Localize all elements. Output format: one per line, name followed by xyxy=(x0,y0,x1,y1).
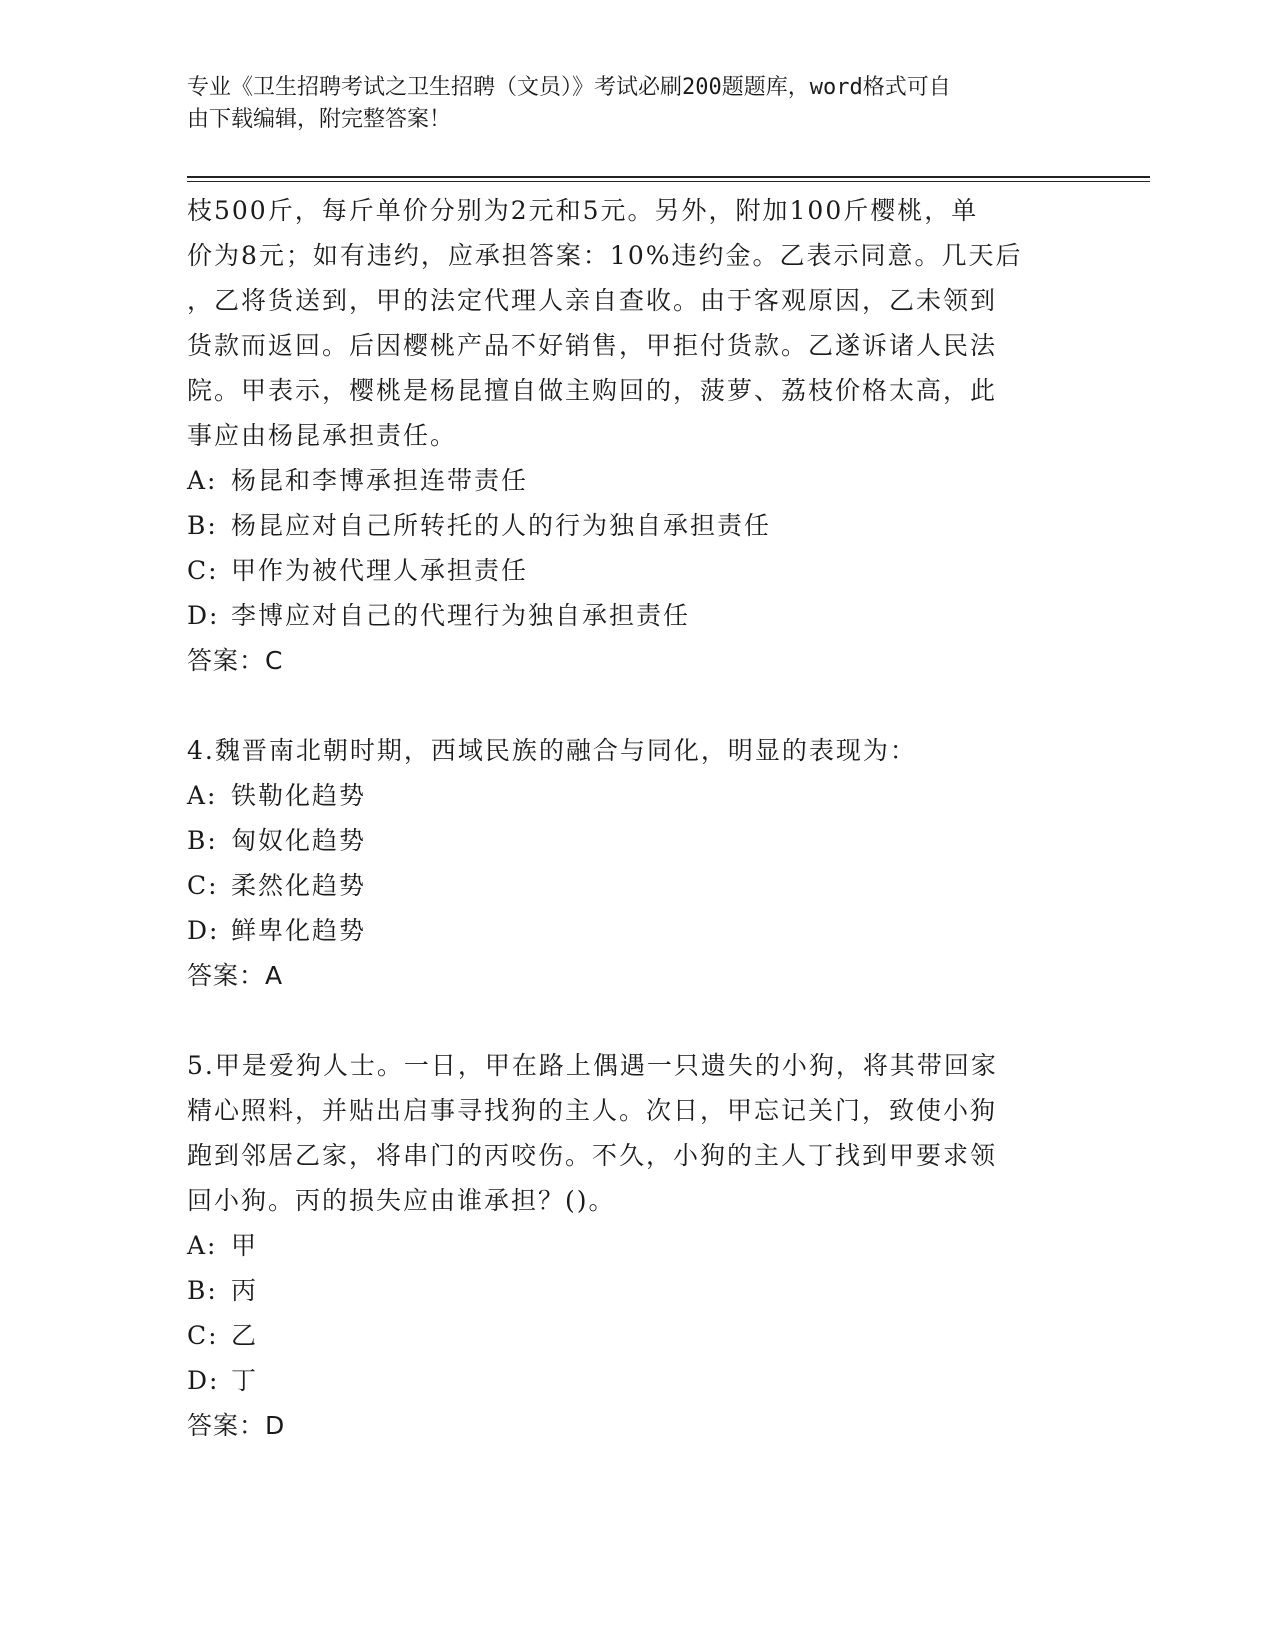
option-text: 甲作为被代理人承担责任 xyxy=(231,556,529,585)
option-c xyxy=(187,1313,1067,1358)
option-label: B: xyxy=(187,511,218,540)
option-text: 甲 xyxy=(231,1231,259,1260)
question-3-line: 价为8元；如有违约，应承担答案：10%违约金。乙表示同意。几天后 xyxy=(187,241,1023,270)
question-3-line: 枝500斤，每斤单价分别为2元和5元。另外，附加100斤樱桃，单 xyxy=(187,196,979,225)
option-a xyxy=(187,1223,1067,1268)
option-label: C: xyxy=(187,556,219,585)
option-text: 铁勒化趋势 xyxy=(231,781,367,810)
header-rule-thick xyxy=(187,176,1150,178)
answer-line: 答案：C xyxy=(187,646,284,675)
option-label: D: xyxy=(187,916,220,945)
question-5-line: 精心照料，并贴出启事寻找狗的主人。次日，甲忘记关门，致使小狗 xyxy=(187,1096,998,1125)
option-text: 杨昆应对自己所转托的人的行为独自承担责任 xyxy=(231,511,772,540)
document-body xyxy=(187,188,1067,1448)
spacer xyxy=(187,998,1067,1043)
option-c xyxy=(187,548,1067,593)
option-c xyxy=(187,863,1067,908)
option-text: 柔然化趋势 xyxy=(231,871,367,900)
question-3-line: 货款而返回。后因樱桃产品不好销售，甲拒付货款。乙遂诉诸人民法 xyxy=(187,331,998,360)
option-label: B: xyxy=(187,1276,218,1305)
option-label: A: xyxy=(187,781,218,810)
question-5-line: 跑到邻居乙家，将串门的丙咬伤。不久，小狗的主人丁找到甲要求领 xyxy=(187,1141,998,1170)
option-text: 李博应对自己的代理行为独自承担责任 xyxy=(231,601,691,630)
option-text: 匈奴化趋势 xyxy=(231,826,367,855)
question-3 xyxy=(187,188,1067,683)
option-label: D: xyxy=(187,1366,220,1395)
option-b xyxy=(187,818,1067,863)
option-b xyxy=(187,503,1067,548)
option-text: 鲜卑化趋势 xyxy=(231,916,367,945)
option-label: C: xyxy=(187,871,219,900)
option-text: 乙 xyxy=(231,1321,259,1350)
question-3-line: ，乙将货送到，甲的法定代理人亲自查收。由于客观原因，乙未领到 xyxy=(187,286,998,315)
header-line-2: 由下载编辑，附完整答案！ xyxy=(187,107,452,132)
option-label: B: xyxy=(187,826,218,855)
question-5-line: 5.甲是爱狗人士。一日，甲在路上偶遇一只遗失的小狗，将其带回家 xyxy=(187,1051,998,1080)
question-3-line: 院。甲表示，樱桃是杨昆擅自做主购回的，菠萝、荔枝价格太高，此 xyxy=(187,376,998,405)
answer-line: 答案：D xyxy=(187,1411,286,1440)
option-label: D: xyxy=(187,601,220,630)
option-text: 丙 xyxy=(231,1276,259,1305)
header-line-1: 专业《卫生招聘考试之卫生招聘（文员）》考试必刷200题题库，word格式可自 xyxy=(187,75,951,100)
question-5-line: 回小狗。丙的损失应由谁承担？()。 xyxy=(187,1186,616,1215)
option-d xyxy=(187,1358,1067,1403)
option-text: 丁 xyxy=(231,1366,259,1395)
question-4 xyxy=(187,728,1067,998)
option-label: C: xyxy=(187,1321,219,1350)
option-text: 杨昆和李博承担连带责任 xyxy=(231,466,529,495)
option-d xyxy=(187,593,1067,638)
option-a xyxy=(187,773,1067,818)
option-b xyxy=(187,1268,1067,1313)
question-5 xyxy=(187,1043,1067,1448)
question-stem: 4.魏晋南北朝时期，西域民族的融合与同化，明显的表现为： xyxy=(187,736,917,765)
option-d xyxy=(187,908,1067,953)
answer-line: 答案：A xyxy=(187,961,284,990)
option-label: A: xyxy=(187,466,218,495)
spacer xyxy=(187,683,1067,728)
question-3-line: 事应由杨昆承担责任。 xyxy=(187,421,458,450)
document-header xyxy=(187,72,1067,136)
header-rule-thin xyxy=(187,181,1150,182)
option-label: A: xyxy=(187,1231,218,1260)
option-a xyxy=(187,458,1067,503)
